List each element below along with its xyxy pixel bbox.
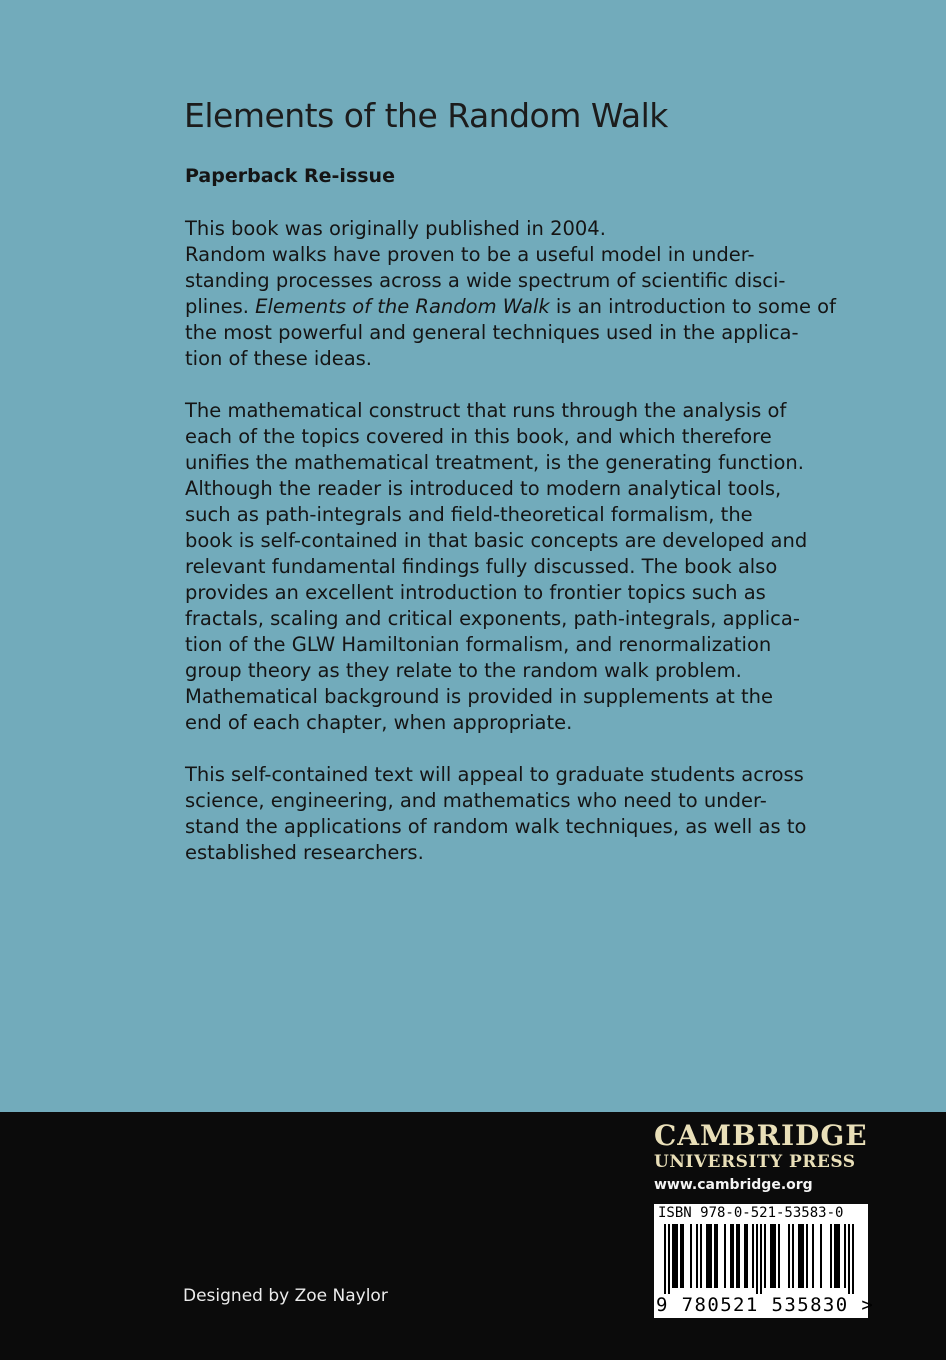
barcode-bar [836,1224,838,1288]
barcode-bar [744,1224,746,1288]
blurb-line [185,294,836,320]
publisher-url: www.cambridge.org [654,1177,813,1193]
blurb-line: fractals, scaling and critical exponents, path-integrals, applica- [185,607,800,630]
blurb-line: each of the topics covered in this book, and which therefore [185,425,772,448]
blurb-line: unifies the mathematical treatment, is the generating function. [185,451,804,474]
barcode-bar [778,1224,780,1288]
barcode-bar [668,1224,670,1294]
blurb-paragraph-1 [185,216,836,372]
barcode-bar [724,1224,726,1288]
publisher-name: CAMBRIDGE [654,1119,868,1152]
barcode-bar [812,1224,814,1288]
barcode-bar [714,1224,716,1288]
blurb-paragraph-3 [185,762,807,866]
barcode-bar [830,1224,832,1288]
barcode-bar [820,1224,822,1288]
blurb-line: The mathematical construct that runs through the analysis of [185,399,787,422]
barcode-bar [732,1224,734,1288]
barcode-bar [756,1224,758,1294]
blurb-line: tion of the GLW Hamiltonian formalism, and renormalization [185,633,772,656]
barcode-bar [788,1224,790,1288]
barcode-bar [802,1224,804,1288]
blurb-line: This book was originally published in 2004. [185,217,606,240]
blurb-line: tion of these ideas. [185,347,373,370]
barcode-bar [672,1224,674,1288]
barcode-bar [708,1224,710,1288]
blurb-text: is an introduction to some of [549,295,836,318]
barcode-bar [690,1224,692,1288]
blurb-line: group theory as they relate to the random walk problem. [185,659,742,682]
barcode-graphic [664,1224,860,1294]
blurb-line: such as path-integrals and field-theoretical formalism, the [185,503,753,526]
edition-label: Paperback Re-issue [185,165,395,187]
barcode-bar [664,1224,666,1294]
barcode-panel [654,1204,875,1318]
barcode-bar [682,1224,684,1288]
barcode-bar [800,1224,802,1288]
publisher-subname: UNIVERSITY PRESS [654,1152,856,1172]
isbn-text: ISBN 978-0-521-53583-0 [658,1205,844,1221]
blurb-line: stand the applications of random walk techniques, as well as to [185,815,807,838]
blurb-line: end of each chapter, when appropriate. [185,711,573,734]
barcode-digits: 9 780521 535830 > [656,1294,875,1316]
barcode-bar [838,1224,840,1288]
barcode-bar [716,1224,718,1288]
barcode-bar [706,1224,708,1288]
barcode-bar [770,1224,772,1288]
blurb-text: plines. [185,295,256,318]
barcode-bar [730,1224,732,1288]
blurb-line: book is self-contained in that basic concepts are developed and [185,529,808,552]
blurb-line: relevant fundamental findings fully discussed. The book also [185,555,778,578]
designer-credit: Designed by Zoe Naylor [183,1286,388,1306]
blurb-line: Although the reader is introduced to modern analytical tools, [185,477,782,500]
barcode-bar [834,1224,836,1288]
blurb [185,216,836,892]
blurb-line: Random walks have proven to be a useful model in under- [185,243,755,266]
barcode-bar [680,1224,682,1288]
blurb-line: This self-contained text will appeal to graduate students across [185,763,804,786]
barcode-bar [674,1224,676,1288]
barcode-bar [752,1224,754,1288]
blurb-paragraph-2 [185,398,808,736]
barcode-bar [806,1224,808,1288]
barcode-bar [764,1224,766,1288]
blurb-line: provides an excellent introduction to frontier topics such as [185,581,766,604]
barcode-bar [844,1224,846,1288]
barcode-bar [760,1224,762,1294]
barcode-bar [738,1224,740,1288]
blurb-line: Mathematical background is provided in supplements at the [185,685,773,708]
blurb-line: established researchers. [185,841,424,864]
barcode-bar [700,1224,702,1288]
barcode-bar [792,1224,794,1288]
blurb-line: standing processes across a wide spectrum of scientific disci- [185,269,786,292]
blurb-line: the most powerful and general techniques used in the applica- [185,321,799,344]
book-title-italic: Elements of the Random Walk [255,295,550,318]
book-title: Elements of the Random Walk [184,96,668,135]
barcode-bar [676,1224,678,1288]
barcode-bar [798,1224,800,1288]
barcode-bar [710,1224,712,1288]
barcode-bar [746,1224,748,1288]
barcode-bar [852,1224,854,1294]
barcode-bar [848,1224,850,1294]
barcode-bar [772,1224,774,1288]
barcode-bar [736,1224,738,1288]
barcode-bar [696,1224,698,1288]
barcode-bar [774,1224,776,1288]
blurb-line: science, engineering, and mathematics who need to under- [185,789,767,812]
publisher-logo [654,1120,868,1193]
